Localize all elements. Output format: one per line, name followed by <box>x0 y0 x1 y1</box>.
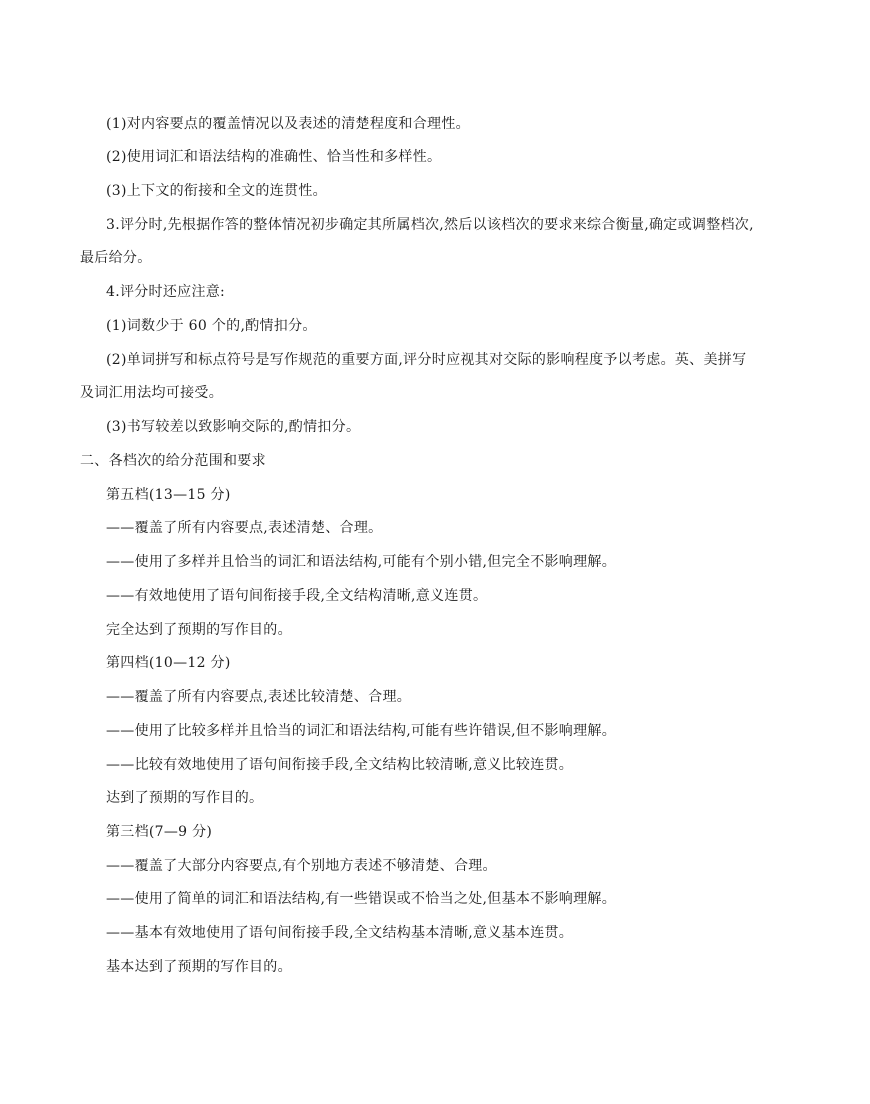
rule-4-note-2-line-2: 及词汇用法均可接受。 <box>80 385 223 401</box>
section-2-heading: 二、各档次的给分范围和要求 <box>80 453 266 469</box>
level-3-desc-3: ——基本有效地使用了语句间衔接手段,全文结构基本清晰,意义基本连贯。 <box>106 925 574 941</box>
level-5-desc-2: ——使用了多样并且恰当的词汇和语法结构,可能有个别小错,但完全不影响理解。 <box>106 554 616 570</box>
criterion-2: (2)使用词汇和语法结构的准确性、恰当性和多样性。 <box>106 149 442 165</box>
level-4-summary: 达到了预期的写作目的。 <box>106 790 264 806</box>
level-3-desc-1: ——覆盖了大部分内容要点,有个别地方表述不够清楚、合理。 <box>106 858 497 874</box>
level-4-desc-3: ——比较有效地使用了语句间衔接手段,全文结构比较清晰,意义比较连贯。 <box>106 757 574 773</box>
rule-4-note-3: (3)书写较差以致影响交际的,酌情扣分。 <box>106 419 361 435</box>
criterion-3: (3)上下文的衔接和全文的连贯性。 <box>106 183 327 199</box>
rule-3-line-1: 3.评分时,先根据作答的整体情况初步确定其所属档次,然后以该档次的要求来综合衡量,确定或调整档次, <box>106 217 754 233</box>
level-3-summary: 基本达到了预期的写作目的。 <box>106 959 292 975</box>
rule-3-line-2: 最后给分。 <box>80 250 152 266</box>
level-5-summary: 完全达到了预期的写作目的。 <box>106 622 292 638</box>
criterion-1: (1)对内容要点的覆盖情况以及表述的清楚程度和合理性。 <box>106 116 470 132</box>
rule-4-heading: 4.评分时还应注意: <box>106 284 226 300</box>
rule-4-note-2-line-1: (2)单词拼写和标点符号是写作规范的重要方面,评分时应视其对交际的影响程度予以考虑。英、美拼写 <box>106 352 747 368</box>
level-3-title: 第三档(7—9 分) <box>106 824 213 840</box>
level-5-desc-1: ——覆盖了所有内容要点,表述清楚、合理。 <box>106 520 383 536</box>
level-4-desc-2: ——使用了比较多样并且恰当的词汇和语法结构,可能有些许错误,但不影响理解。 <box>106 723 616 739</box>
level-4-desc-1: ——覆盖了所有内容要点,表述比较清楚、合理。 <box>106 689 412 705</box>
level-3-desc-2: ——使用了简单的词汇和语法结构,有一些错误或不恰当之处,但基本不影响理解。 <box>106 891 616 907</box>
rule-4-note-1: (1)词数少于 60 个的,酌情扣分。 <box>106 318 317 334</box>
level-5-desc-3: ——有效地使用了语句间衔接手段,全文结构清晰,意义连贯。 <box>106 588 488 604</box>
level-5-title: 第五档(13—15 分) <box>106 487 231 503</box>
level-4-title: 第四档(10—12 分) <box>106 655 231 671</box>
